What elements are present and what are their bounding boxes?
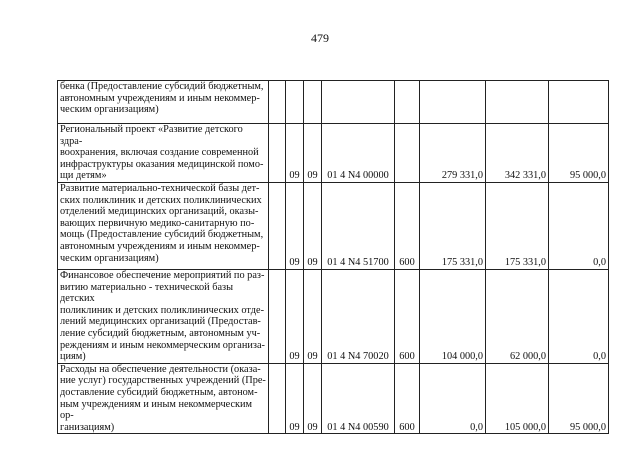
amount-cell-1 <box>420 81 486 124</box>
amount-cell-1: 0,0 <box>420 363 486 434</box>
subsection-code-cell: 09 <box>304 363 322 434</box>
target-article-cell: 01 4 N4 51700 <box>322 182 395 269</box>
amount-cell-1: 279 331,0 <box>420 124 486 183</box>
amount-cell-1: 104 000,0 <box>420 269 486 363</box>
row-description: Расходы на обеспечение деятельности (оказа- ние услуг) государственных учреждений (Пре- доставление субсидий бюджетным, автоном- ным учреждениям и иным некоммерческим ор- ганизациям) <box>58 363 269 434</box>
subsection-code-cell: 09 <box>304 269 322 363</box>
amount-cell-2: 62 000,0 <box>486 269 549 363</box>
target-article-cell <box>322 81 395 124</box>
amount-cell-2: 175 331,0 <box>486 182 549 269</box>
section-code-cell: 09 <box>286 363 304 434</box>
expense-type-cell: 600 <box>395 363 420 434</box>
budget-table <box>57 80 609 434</box>
ved-code-cell <box>269 363 286 434</box>
table-row <box>58 124 609 183</box>
section-code-cell: 09 <box>286 269 304 363</box>
row-description: Региональный проект «Развитие детского здра- воохранения, включая создание современной инфраструктуры оказания медицинской помо- щи детям» <box>58 124 269 183</box>
table-row <box>58 182 609 269</box>
table-row <box>58 81 609 124</box>
ved-code-cell <box>269 269 286 363</box>
subsection-code-cell <box>304 81 322 124</box>
amount-cell-3 <box>549 81 609 124</box>
subsection-code-cell: 09 <box>304 182 322 269</box>
subsection-code-cell: 09 <box>304 124 322 183</box>
amount-cell-2: 342 331,0 <box>486 124 549 183</box>
amount-cell-3: 0,0 <box>549 269 609 363</box>
amount-cell-3: 95 000,0 <box>549 363 609 434</box>
target-article-cell: 01 4 N4 70020 <box>322 269 395 363</box>
row-description: Развитие материально-технической базы дет- ских поликлиник и детских поликлинических отделений медицинских организаций, оказы- вающих первичную медико-санитарную по- мощь (Предоставление субсидий бюджетным, автономным учреждениям и иным некоммер- ческим организациям) <box>58 182 269 269</box>
amount-cell-3: 95 000,0 <box>549 124 609 183</box>
ved-code-cell <box>269 81 286 124</box>
row-description: Финансовое обеспечение мероприятий по раз- витию материально - технической базы детских поликлиник и детских поликлинических отде- лений медицинских организаций (Предостав- ление субсидий бюджетным, автономным уч- реждениям и иным некоммерческим организа- циям) <box>58 269 269 363</box>
expense-type-cell <box>395 124 420 183</box>
target-article-cell: 01 4 N4 00000 <box>322 124 395 183</box>
expense-type-cell <box>395 81 420 124</box>
amount-cell-3: 0,0 <box>549 182 609 269</box>
target-article-cell: 01 4 N4 00590 <box>322 363 395 434</box>
page-number: 479 <box>311 31 329 45</box>
table-row <box>58 363 609 434</box>
section-code-cell: 09 <box>286 124 304 183</box>
expense-type-cell: 600 <box>395 182 420 269</box>
row-description: бенка (Предоставление субсидий бюджетным, автономным учреждениям и иным некоммер- ческим организациям) <box>58 81 269 124</box>
ved-code-cell <box>269 124 286 183</box>
expense-type-cell: 600 <box>395 269 420 363</box>
amount-cell-2 <box>486 81 549 124</box>
amount-cell-1: 175 331,0 <box>420 182 486 269</box>
section-code-cell <box>286 81 304 124</box>
section-code-cell: 09 <box>286 182 304 269</box>
amount-cell-2: 105 000,0 <box>486 363 549 434</box>
table-row <box>58 269 609 363</box>
ved-code-cell <box>269 182 286 269</box>
